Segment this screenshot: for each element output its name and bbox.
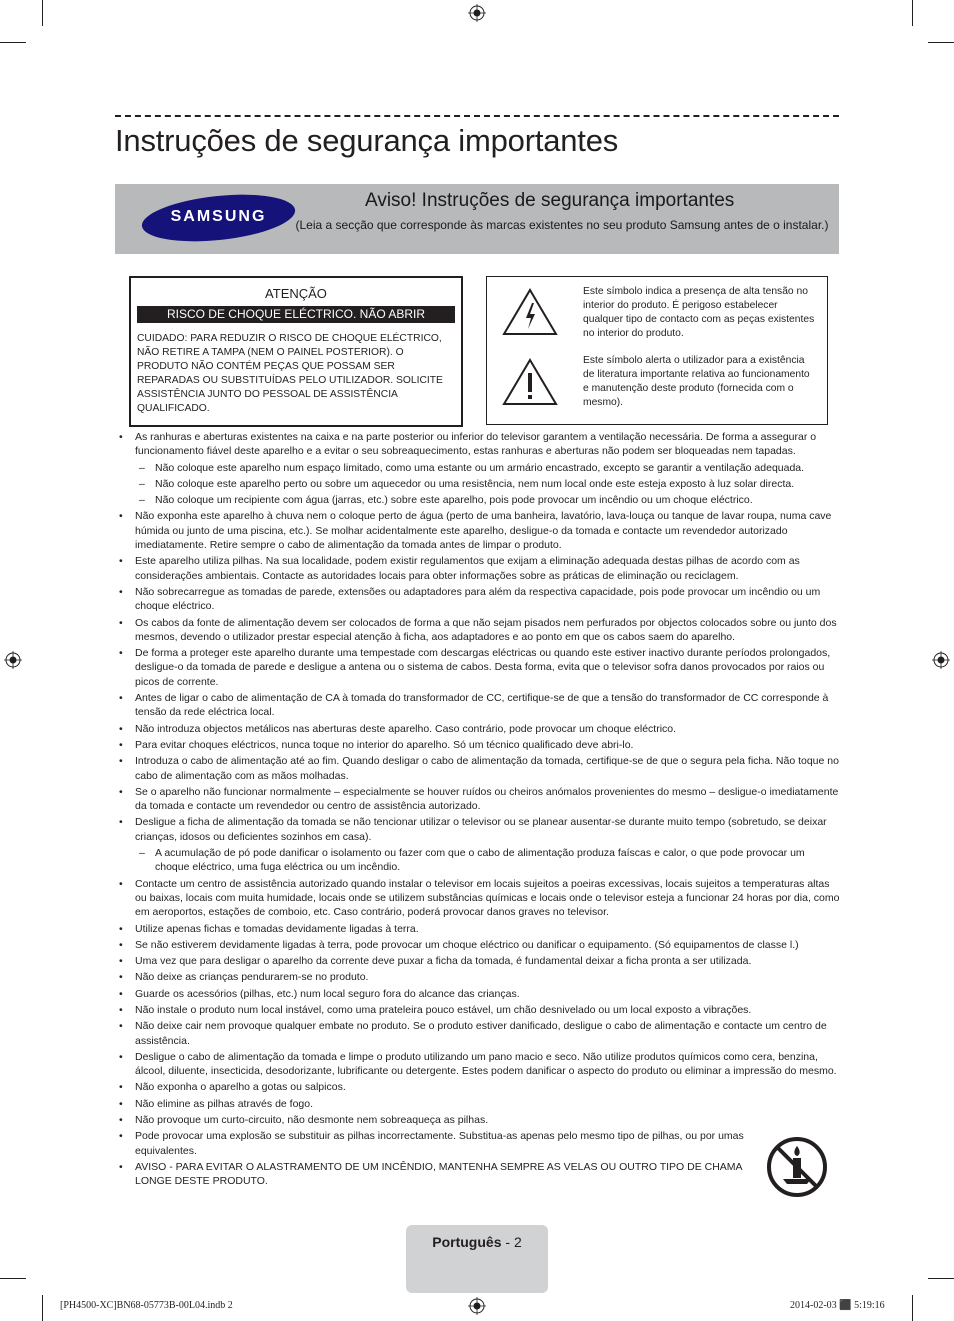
crop-mark (0, 1278, 26, 1279)
title-divider (115, 115, 839, 117)
registration-mark-icon (468, 1297, 486, 1315)
crop-mark (0, 42, 26, 43)
list-subitem: – Não coloque este aparelho perto ou sobre um aquecedor ou uma resistência, nem num local onde este esteja exposto à luz solar directa. (115, 477, 841, 491)
banner-subtitle: (Leia a secção que corresponde às marcas existentes no seu produto Samsung antes de o instalar.) (295, 218, 829, 232)
list-item: • Não exponha o aparelho a gotas ou salpicos. (115, 1080, 841, 1094)
list-item: • Introduza o cabo de alimentação até ao fim. Quando desligar o cabo de alimentação da tomada, certifique-se de que o segura pela ficha. Não toque no cabo de alimentação com as mãos molhadas. (115, 754, 841, 783)
crop-mark (42, 0, 43, 26)
registration-mark-icon (468, 4, 486, 22)
print-slug-file: [PH4500-XC]BN68-05773B-00L04.indb 2 (60, 1300, 233, 1311)
crop-mark (928, 1278, 954, 1279)
footer-page-label (406, 1234, 548, 1250)
attention-symbol-text: Este símbolo alerta o utilizador para a existência de literatura importante relativa ao funcionamento e manutenção deste produto (fornecida com o mesmo). (583, 355, 810, 408)
banner-title: Aviso! Instruções de segurança importantes (365, 190, 735, 211)
safety-instructions-list (115, 430, 841, 1191)
list-item: • De forma a proteger este aparelho durante uma tempestade com descargas eléctricas ou quando este estiver inactivo durante períodos prolongados, desligue-o da tomada de parede e desligue a antena ou o sistema de cabos. Desta forma, evita que o televisor sofra danos provocados por raios ou picos de corrente. (115, 646, 841, 689)
list-item: • Desligue a ficha de alimentação da tomada se não tencionar utilizar o televisor ou se planear ausentar-se durante muito tempo (sobretudo, se deixar crianças, idosos ou deficientes sozinhos em casa). (115, 815, 841, 844)
list-item: • Não deixe as crianças pendurarem-se no produto. (115, 970, 841, 984)
registration-mark-icon (4, 651, 22, 669)
registration-mark-icon (932, 651, 950, 669)
footer-language: Português (432, 1234, 502, 1250)
list-item: • Contacte um centro de assistência autorizado quando instalar o televisor em locais sujeitos a poeiras excessivas, locais sujeitos a temperaturas altas ou baixas, locais com muita humidade, locais onde se utilizem substâncias químicas e locais onde o televisor esteja a funcionar 24 horas por dia, como em aeroportos, estações de comboio, etc. Caso contrário, poderá provocar danos graves no televisor. (115, 877, 841, 920)
caution-box (129, 276, 463, 427)
list-item: • Este aparelho utiliza pilhas. Na sua localidade, podem existir regulamentos que exijam a eliminação adequada destas pilhas de acordo com as considerações ambientais. Contacte as autoridades locais para obter informações sobre as práticas de eliminação ou reciclagem. (115, 554, 841, 583)
list-item: • Se o aparelho não funcionar normalmente – especialmente se houver ruídos ou cheiros anómalos provenientes do mesmo – desligue-o imediatamente da tomada e contacte um revendedor ou centro de assistência autorizado. (115, 785, 841, 814)
list-item: • Pode provocar uma explosão se substituir as pilhas incorrectamente. Substitua-as apenas pelo mesmo tipo de pilhas, ou por umas equivalentes. (115, 1129, 755, 1158)
page-title: Instruções de segurança importantes (115, 123, 619, 158)
caution-title: ATENÇÃO (265, 286, 327, 301)
list-item: • Não introduza objectos metálicos nas aberturas deste aparelho. Caso contrário, pode provocar um choque eléctrico. (115, 722, 841, 736)
list-item: • Desligue o cabo de alimentação da tomada e limpe o produto utilizando um pano macio e seco. Não utilize produtos químicos como cera, benzina, álcool, diluente, insecticida, desodorizante, lubrificante ou detergente. Estes podem danificar o aspecto do produto ou eliminar a impressão do mesmo. (115, 1050, 841, 1079)
list-subitem: – Não coloque este aparelho num espaço limitado, como uma estante ou um armário encastrado, excepto se garantir a ventilação adequada. (115, 461, 841, 475)
list-item: • Guarde os acessórios (pilhas, etc.) num local seguro fora do alcance das crianças. (115, 987, 841, 1001)
list-item: • Não elimine as pilhas através de fogo. (115, 1097, 841, 1111)
footer-separator: - (501, 1234, 514, 1250)
list-item: • Utilize apenas fichas e tomadas devidamente ligadas à terra. (115, 922, 841, 936)
crop-mark (928, 42, 954, 43)
list-subitem: – A acumulação de pó pode danificar o isolamento ou fazer com que o cabo de alimentação produza faíscas e calor, o que pode provocar um choque eléctrico, uma fuga eléctrica ou um incêndio. (115, 846, 841, 875)
list-item: • Não sobrecarregue as tomadas de parede, extensões ou adaptadores para além da respectiva capacidade, pois pode provocar um incêndio ou um choque eléctrico. (115, 585, 841, 614)
lightning-triangle-icon (501, 287, 559, 337)
page-footer-tab (406, 1225, 548, 1293)
exclamation-triangle-icon (501, 357, 559, 407)
list-item: • Uma vez que para desligar o aparelho da corrente deve puxar a ficha da tomada, é fundamental deixar a ficha pronta a ser utilizada. (115, 954, 841, 968)
list-subitem: – Não coloque um recipiente com água (jarras, etc.) sobre este aparelho, pois pode provocar um incêndio ou um choque eléctrico. (115, 493, 841, 507)
crop-mark (42, 1295, 43, 1321)
caution-bar: RISCO DE CHOQUE ELÉCTRICO. NÃO ABRIR (137, 306, 455, 323)
list-item: • AVISO - PARA EVITAR O ALASTRAMENTO DE UM INCÊNDIO, MANTENHA SEMPRE AS VELAS OU OUTRO TIPO DE CHAMA LONGE DESTE PRODUTO. (115, 1160, 755, 1189)
voltage-symbol-text: Este símbolo indica a presença de alta tensão no interior do produto. É perigoso estabelecer qualquer tipo de contacto com as peças existentes no interior do produto. (583, 286, 815, 339)
list-item: • Os cabos da fonte de alimentação devem ser colocados de forma a que não sejam pisados nem perfurados por objectos colocados sobre ou junto dos mesmos, devendo o utilizador prestar especial atenção à ficha, aos adaptadores e ao ponto em que os cabos saem do aparelho. (115, 616, 841, 645)
list-item: • Não deixe cair nem provoque qualquer embate no produto. Se o produto estiver danificado, desligue o cabo de alimentação e contacte um centro de assistência. (115, 1019, 841, 1048)
print-slug-date: 2014-02-03 ⬛ 5:19:16 (790, 1300, 885, 1311)
logo-text: SAMSUNG (170, 208, 267, 225)
list-item: • Para evitar choques eléctricos, nunca toque no interior do aparelho. Só um técnico qualificado deve abri-lo. (115, 738, 841, 752)
crop-mark (912, 1295, 913, 1321)
list-item: • Não provoque um curto-circuito, não desmonte nem sobreaqueça as pilhas. (115, 1113, 841, 1127)
list-item: • Se não estiverem devidamente ligadas à terra, pode provocar um choque eléctrico ou danificar o equipamento. (Só equipamentos de classe l.) (115, 938, 841, 952)
symbol-box (486, 276, 828, 425)
list-item: • Não exponha este aparelho à chuva nem o coloque perto de água (perto de uma banheira, lavatório, lava-louça ou tanque de lavar roupa, numa cave húmida ou junto de uma piscina, etc.). Se molhar acidentalmente este aparelho, desligue-o da tomada e contacte um revendedor autorizado imediatamente. Retire sempre o cabo de alimentação da tomada antes de limpar o produto. (115, 509, 841, 552)
crop-mark (912, 0, 913, 26)
footer-page-number: 2 (513, 1234, 522, 1250)
list-item: • As ranhuras e aberturas existentes na caixa e na parte posterior ou inferior do televisor garantem a ventilação necessária. De forma a assegurar o funcionamento fiável deste aparelho e a evitar o seu sobreaquecimento, estas ranhuras e aberturas não podem ser bloqueadas nem tapadas. (115, 430, 841, 459)
warning-banner (115, 184, 839, 254)
caution-text: CUIDADO: PARA REDUZIR O RISCO DE CHOQUE ELÉCTRICO, NÃO RETIRE A TAMPA (NEM O PAINEL POSTERIOR). O PRODUTO NÃO CONTÉM PEÇAS QUE POSSAM SER REPARADAS OU SUBSTITUÍDAS PELO UTILIZADOR. SOLICITE ASSISTÊNCIA JUNTO DO PESSOAL DE ASSISTÊNCIA QUALIFICADO. (137, 333, 443, 414)
list-item: • Antes de ligar o cabo de alimentação de CA à tomada do transformador de CC, certifique-se de que a tensão do transformador de CC corresponde à tensão da rede eléctrica local. (115, 691, 841, 720)
no-candle-icon (766, 1136, 828, 1198)
list-item: • Não instale o produto num local instável, como uma prateleira pouco estável, um chão desnivelado ou um local exposto a vibrações. (115, 1003, 841, 1017)
